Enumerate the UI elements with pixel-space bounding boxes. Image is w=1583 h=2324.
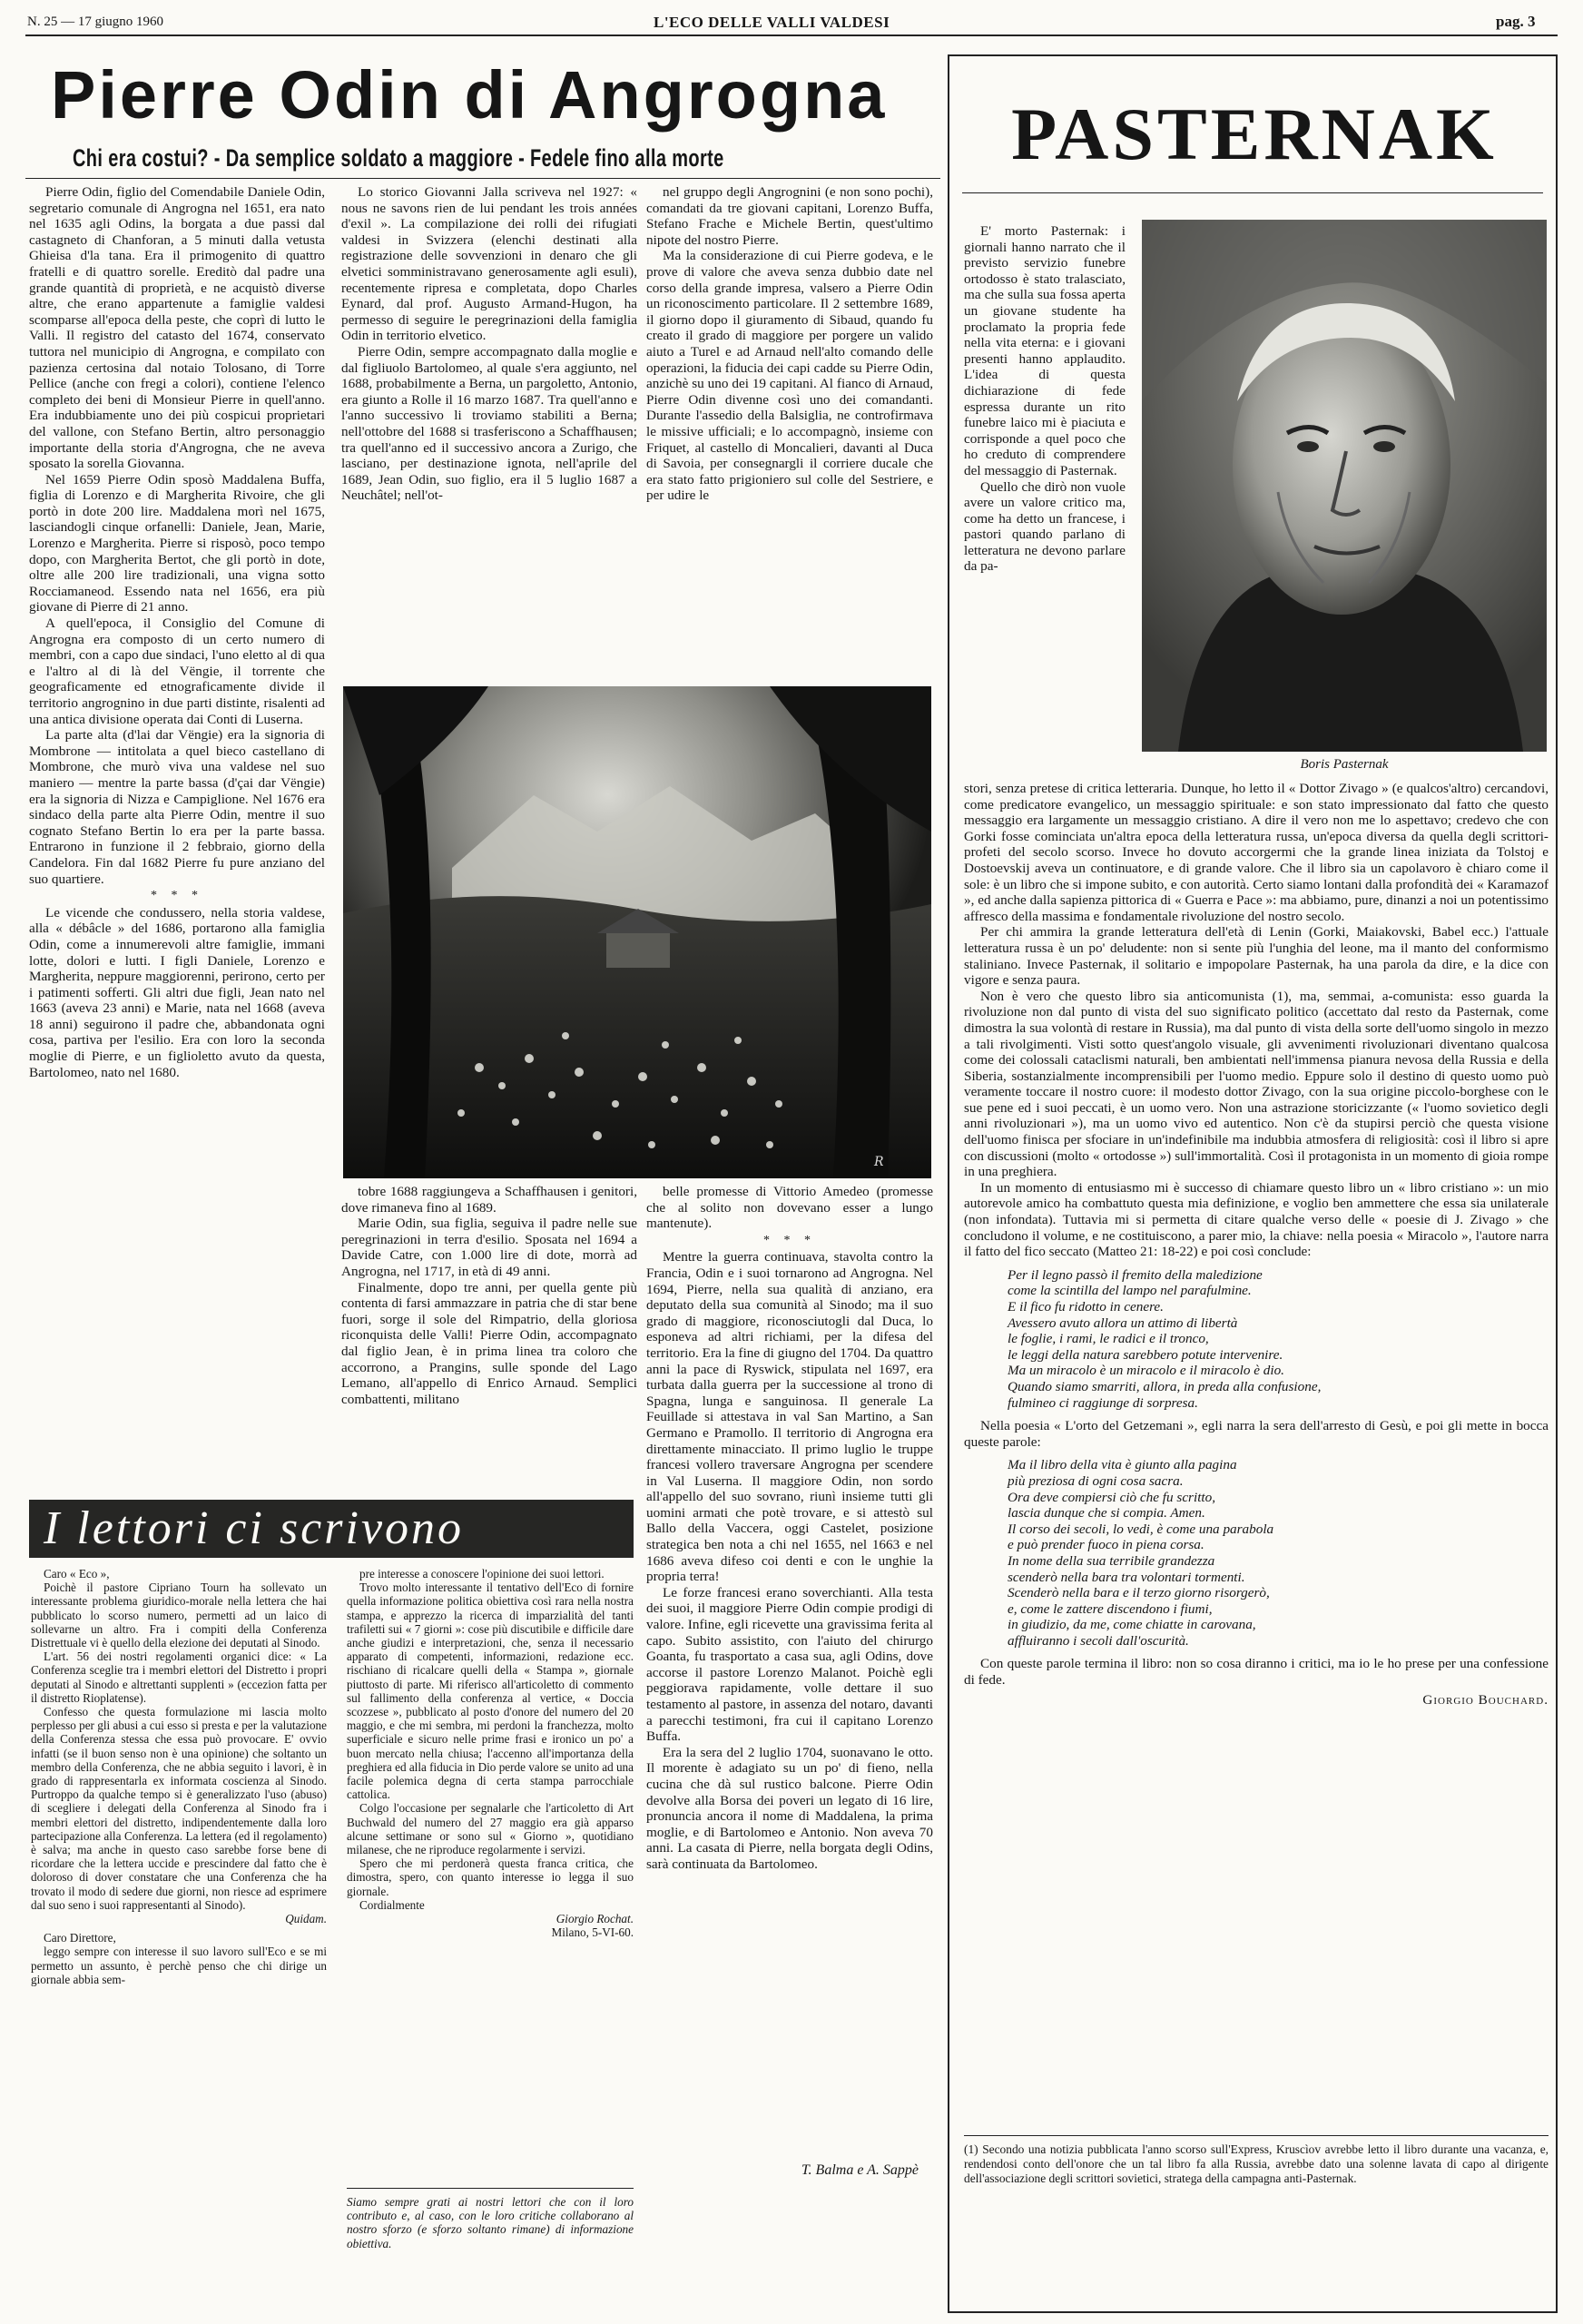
pasternak-footnote: (1) Secondo una notizia pubblicata l'anno scorso sull'Express, Kruscìov avrebbe letto il libro durante una vacanza, e, rendendosi conto dell'onore che un tal libro fa alla Russia, avrebbe dato una solenne lavata di capo al dirigente dell'associazione degli scrittori sovietici, stratega della campagna anti-Pasternak. <box>964 2142 1549 2185</box>
letter-paragraph: leggo sempre con interesse il suo lavoro sull'Eco e se mi permetto un assunto, è perchè penso che chi dirige un giornale abbia sem- <box>31 1945 327 1986</box>
poem-line: e può prender fuoco in piena corsa. <box>1008 1537 1204 1553</box>
poem-line: Ma il libro della vita è giunto alla pagina <box>1008 1457 1237 1473</box>
paragraph: Finalmente, dopo tre anni, per quella gente più contenta di farsi ammazzare in patria che di star bene fuori, sorge il sole del Rimpatrio, della gloriosa riconquista delle Valli! Pierre Odin, accompagnato dal figlio Jean, è in prima linea tra coloro che accorrono, a Prangins, sulle sponde del Lago Lemano, all'appello di Enrico Arnaud. Semplici combattenti, militano <box>341 1279 637 1407</box>
letter-paragraph: Poichè il pastore Cipriano Tourn ha sollevato un interessante problema giuridico-morale nella lettera che hai pubblicato lo scorso numero, permetti ad un laico di sollevarne un altro. Fra i compiti della Conferenza Distrettuale vi è quello della elezione dei deputati al Sinodo. <box>31 1581 327 1650</box>
photo-monogram: R <box>874 1155 884 1169</box>
poem-line: affluiranno i secoli dall'oscurità. <box>1008 1632 1189 1649</box>
pasternak-title-rule <box>962 192 1543 193</box>
paragraph: Era la sera del 2 luglio 1704, suonavano le otto. Il morente è adagiato su un po' di fieno, nella cucina che dà sul rustico balcone. Pierre Odin devolve alla Borsa dei poveri un legato di 16 lire, pronuncia ancora il nome di Maddalena, la prima moglie, e di Bartolomeo e Antonio. Non aveva 70 anni. La casata di Pierre, nella borgata degli Odins, sarà continuata da Bartolomeo. <box>646 1744 933 1872</box>
paragraph: Per chi ammira la grande letteratura dell'età di Lenin (Gorki, Maiakovski, Babel ecc.) l'attuale letteratura russa è un po' deludente: non si sente più l'unghia del leone, ma il manto del conformismo staliniano. Invece Pasternak, il solitario e impopolare Pasternak, ha una parola da dire, e la dice con vigore e senza paura. <box>964 924 1549 989</box>
masthead: L'ECO DELLE VALLI VALDESI <box>654 14 890 31</box>
paragraph: tobre 1688 raggiungeva a Schaffhausen i genitori, dove rimaneva fino al 1689. <box>341 1184 637 1216</box>
article-subtitle: Chi era costui? - Da semplice soldato a maggiore - Fedele fino alla morte <box>73 144 724 172</box>
paragraph: stori, senza pretese di critica letteraria. Dunque, ho letto il « Dottor Zivago » (e qualcos'altro) cercandovi, come predicatore evangelico, un messaggio spirituale: e son stato impressionato dal fatto che questo messaggio era largamente un messaggio cristiano. A dire il vero non me lo aspettavo; credevo che con Gorki fosse cominciata un'altra epoca della letteratura russa, un'epoca diversa da quella degli scrittori-profeti del secolo scorso. Invece ho dovuto accorgermi che la grande linea iniziata da Tolstoj e Dostoevskij aveva un continuatore, e di grande valore. Che il libro sia un capolavoro è chiaro come il sole: è un libro che si impone subito, e con autorità. Certo siamo lontani dalla profondità dei « Karamazof », ed anche dalla sapienza pittorica di « Guerra e Pace »: ma abbiamo, pure, dinanzi a noi un potentissimo affresco della massima e fondamentale rivoluzione del nostro secolo. <box>964 781 1549 924</box>
letter-paragraph: Spero che mi perdonerà questa franca critica, che dimostra, spero, con quanto interesse io legga il suo giornale. <box>347 1856 634 1898</box>
note-rule <box>347 2188 634 2189</box>
paragraph: Lo storico Giovanni Jalla scriveva nel 1927: « nous ne savons rien de lui pendant les trois années d'exil ». La compilazione dei rolli dei rifugiati valdesi in Svizzera (elenchi destinati alla registrazione delle sovvenzioni in denaro che gli elvetici somministravano generosamente agli esuli), recentemente ripresa e completata, dopo Charles Eynard, dal prof. Augusto Armand-Hugon, ha permesso di seguire le peregrinazioni della famiglia Odin in territorio elvetico. <box>341 184 637 344</box>
poem-line: Il corso dei secoli, lo vedi, è come una parabola <box>1008 1521 1274 1537</box>
lettori-column-a <box>31 1567 327 2302</box>
poem-line: Per il legno passò il fremito della maledizione <box>1008 1266 1263 1283</box>
page-number: pag. 3 <box>1496 13 1536 30</box>
poem-line: più preziosa di ogni cosa sacra. <box>1008 1472 1184 1489</box>
issue-date: N. 25 — 17 giugno 1960 <box>27 15 163 29</box>
poem-line: Ora deve compiersi ciò che fu scritto, <box>1008 1489 1216 1505</box>
poem-line: e, come le zattere discendono i fiumi, <box>1008 1600 1213 1617</box>
letter-paragraph: Trovo molto interessante il tentativo dell'Eco di fornire quella informazione politica obiettiva così rara nella nostra stampa, e apprezzo la ricerca di imparzialità del tanti trafiletti sui « 7 giorni »: cose più discutibile e difficile dare anche giudizi e interpretazioni, che, senza il necessario apparato di competenti, informazioni, redazione ecc. rischiano di ricalcare quelli della « Stampa », giornale piuttosto di parte. Mi riferisco all'articoletto di commento sul fallimento della conferenza al vertice, « Doccia scozzese », pubblicato al posto d'onore del numero del 20 maggio, e che mi sembra, mi perdoni la franchezza, molto superficiale e sicuro nelle prime frasi e ironico un po' a buon mercato nella chiusa; l'accenno all'importanza della preghiera ed alla fiducia in Dio perde valore se unito ad una facile polemica degna di certa stampa parrocchiale cattolica. <box>347 1581 634 1802</box>
paragraph: Le vicende che condussero, nella storia valdese, alla « débâcle » del 1686, portarono alla famiglia Odin, come a innumerevoli altre famiglie, immani lotte, dolori e lutti. I figli Daniele, Lorenzo e Margherita, neppure maggiorenni, perirono, certo per i patimenti sofferti. Gli altri due figli, Jean nato nel 1663 (aveva 23 anni) e Marie, nata nel 1668 (aveva 18 anni) seguirono il padre che, abbandonata ogni cosa, partiva per l'esilio. Era con loro la seconda moglie di Pierre, e un figlioletto avuto da questa, Bartolomeo, nato nel 1680. <box>29 904 325 1080</box>
paragraph: Nel 1659 Pierre Odin sposò Maddalena Buffa, figlia di Lorenzo e di Margherita Rivoire, che gli portò in dote 200 lire. Maddalena morì nel 1675, lasciandogli cinque orfanelli: Daniele, Jean, Marie, Lorenzo e Margherita. Pierre si risposò, poco tempo dopo, con Margherita Bertot, che gli portò in dote, oltre alle 200 lire tradizionali, una vigna sotto Rocciamaneod. Essendo nata nel 1656, era più giovane di Pierre di 21 anno. <box>29 471 325 615</box>
odin-column-3-top <box>646 184 933 679</box>
poem-line: In nome della sua terribile grandezza <box>1008 1552 1215 1569</box>
odin-column-3-bottom <box>646 1184 933 2157</box>
poem-line: lascia dunque che si compia. Amen. <box>1008 1505 1205 1521</box>
pasternak-signature: Giorgio Bouchard. <box>1422 1691 1549 1708</box>
poem-line: fulmineo ci raggiunge di sorpresa. <box>1008 1394 1198 1411</box>
pasternak-portrait <box>1142 220 1547 752</box>
lettori-column-b <box>347 1567 634 2175</box>
poem-getzemani <box>964 1457 1549 1649</box>
paragraph: Pierre Odin, figlio del Comendabile Daniele Odin, segretario comunale di Angrogna nel 1651, era nato nel 1635 agli Odins, la borgata a due passi dal castagneto di Chanforan, a 5 minuti dalla vetusta Ghieisa d'la tana. Era il primogenito di quattro fratelli e di quattro sorelle. Ereditò dal padre una grande quantità di proprietà, e ne acquistò diverse altre, che erano appartenute a famiglie valdesi scomparse all'epoca della peste, che coprì di lutto le Valli. Il registro del catasto del 1674, conservato tuttora nel municipio di Angrogna, e compilato con pazienza certosina dal notaio Tolosano, di Torre Pellice (anche con fregi a colori), contiene l'elenco completo dei beni di Monsieur Pierre in quell'anno. Era indubbiamente uno dei più cospicui proprietari del vallone, con Stefano Bertin, altro personaggio importante della storia d'Angrogna, che ne aveva sposato la sorella Giovanna. <box>29 184 325 472</box>
letter-place-date: Milano, 5-VI-60. <box>551 1925 634 1940</box>
section-stars: * * * <box>151 889 203 903</box>
poem-line: come la scintilla del lampo nel parafulmine. <box>1008 1283 1252 1299</box>
letter-paragraph: Caro « Eco », <box>44 1567 110 1581</box>
pasternak-body <box>964 781 1549 2124</box>
lettori-banner-title: I lettori ci scrivono <box>44 1502 465 1554</box>
paragraph: Quello che dirò non vuole avere un valore critico ma, come ha detto un francese, i pastori quando parlano di letteratura ne devono parlare da pa- <box>964 478 1126 575</box>
paragraph: Non è vero che questo libro sia anticomunista (1), ma, semmai, a-comunista: esso guarda la rivoluzione non dal punto di vista del suo significato politico (accettato dal resto da Pasternak, come dimostra la sua volontà di restare in Russia), ma dal punto di vista della sorte dell'uomo singolo in mezzo a tali rivolgimenti. Visti sotto quest'angolo visuale, gli avvenimenti rivoluzionari diventano qualcosa come dei colossali cataclismi naturali, ben ambientati nell'immensa pianura nevosa della Russia e della Siberia, sostanzialmente incomprensibili per l'uomo medio. Eppure solo il destino di questo uomo può veramente toccare il nostro cuore: il modesto dottor Zivago, con la sua origine piccolo-borghese con le sue pene ed i suoi peccati, è un uomo vero. Non una astrazione storicizzante (« l'uomo sovietico degli anni rivoluzionari »), ma un uomo vivo ed autentico. Non c'è da stupirsi perciò che questa visione dell'uomo finisca per sfociare in un'indefinibile ma indubbia atmosfera di religiosità: così il libro si apre con discussioni (molto « ortodosse ») sull'immortalità. Così il protagonista in un momento di gioia rompe in una preghiera. <box>964 988 1549 1180</box>
poem-miracolo <box>964 1267 1549 1411</box>
odin-column-2-top <box>341 184 637 679</box>
poem-line: Quando siamo smarriti, allora, in preda alla confusione, <box>1008 1378 1322 1394</box>
paragraph: Nella poesia « L'orto del Getzemani », egli narra la sera dell'arresto di Gesù, e poi gli mette in bocca queste parole: <box>964 1418 1549 1450</box>
article-title: Pierre Odin di Angrogna <box>51 57 888 133</box>
letter-paragraph: Colgo l'occasione per segnalarle che l'articoletto di Art Buchwald del numero del 27 maggio era già apparso alcune settimane or sono sul « Giorno », quotidiano milanese, che ne riproduce regolarmente i servizi. <box>347 1801 634 1857</box>
paragraph: In un momento di entusiasmo mi è successo di chiamare questo libro un « libro cristiano »: un mio autorevole amico ha combattuto questa mia definizione, e voglio ben ammettere che essa sia unilaterale (non infondata). Tuttavia mi si permetta di citare qualche verso delle « poesie di J. Zivago » che concludono il volume, e ne costituiscono, a parer mio, la chiave: nella poesia « Miracolo », l'autore narra il fatto del fico seccato (Matteo 21: 18-22) e poi così conclude: <box>964 1179 1549 1260</box>
paragraph: nel gruppo degli Angrognini (e non sono pochi), comandati da tre giovani capitani, Lorenzo Buffa, Stefano Frache e Michele Bertin, quest'ultimo nipote del nostro Pierre. <box>646 184 933 248</box>
paragraph: Pierre Odin, sempre accompagnato dalla moglie e dal figliuolo Bartolomeo, al quale s'era aggiunto, nel 1688, probabilmente a Berna, un pargoletto, Antonio, era giunto a Rolle il 16 marzo 1687. Tra quell'anno e l'anno successivo li troviamo stabiliti a Berna; nell'ottobre del 1688 si trasferiscono a Schaffhausen; tra quell'anno ed il successivo ancora a Zurigo, che lasciano, per destinazione ignota, nell'aprile del 1689, Jean Odin, suo figlio, era il 5 luglio 1687 a Neuchâtel; nell'ot- <box>341 343 637 504</box>
paragraph: belle promesse di Vittorio Amedeo (promesse che al solito non dovevano esser a lungo mantenute). <box>646 1184 933 1232</box>
letter-paragraph: L'art. 56 dei nostri regolamenti organici dice: « La Conferenza sceglie tra i membri elettori del Distretto i propri deputati al Sinodo e altrettanti supplenti » (eccezion fatta per il distretto Rioplatense). <box>31 1649 327 1705</box>
odin-column-1 <box>29 184 325 1493</box>
landscape-image <box>343 686 931 1178</box>
pasternak-title: PASTERNAK <box>1011 93 1498 175</box>
editorial-note: Siamo sempre grati ai nostri lettori che con il loro contributo e, al caso, con le loro critiche collaborano al nostro sforzo (e sforzo soltanto rimane) di informazione obiettiva. <box>347 2195 634 2250</box>
poem-line: E il fico fu ridotto in cenere. <box>1008 1299 1164 1315</box>
paragraph: Mentre la guerra continuava, stavolta contro la Francia, Odin e i suoi tornarono ad Angrogna. Nel 1694, Pierre, nella sua qualità di anziano, era deputato della sua comunità al Sinodo; ma il suo grado di maggiore, riconosciutogli dal Duca, lo esponeva ad altri richiami, per la difesa del territorio. Era la fine di giugno del 1704. Da quattro anni la pace di Ryswick, stipulata nel 1697, era turbata dalla guerra per la successione al trono di Spagna, lunga e sanguinosa. Il generale La Feuillade si attestava in val San Martino, a San Germano e Pramollo. Il territorio di Angrogna era direttamente minacciato. Il primo luglio le truppe francesi vollero traversare Angrogna per scendere in Val Luserna. Il maggiore Odin, non sordo all'appello del suo sovrano, riunì insieme tutti gli uomini armati che potè trovare, e si attestò sul Ballo della Vaccera, oggi Castelet, posizione strategica ben nota a chi nel 1655, nel 1663 e nel 1686 aveva difeso coi denti e con le unghie la propria terra! <box>646 1249 933 1585</box>
letter-paragraph: Caro Direttore, <box>44 1931 116 1945</box>
letter-paragraph: pre interesse a conoscere l'opinione dei suoi lettori. <box>359 1567 605 1581</box>
paragraph: Le forze francesi erano soverchianti. Alla testa dei suoi, il maggiore Pierre Odin compie prodigi di valore. Infine, egli ricevette una gravissima ferita al capo. Subito assistito, con l'aiuto del chirurgo Goanta, fu trasportato a casa sua, agli Odins, dove accorse il pastore Lorenzo Malanot. Poichè egli peggiorava rapidamente, volle dettare il suo testamento al pastore, in assenza del notaro, davanti a parecchi testimoni, fra cui il capitano Lorenzo Buffa. <box>646 1584 933 1745</box>
portrait-caption: Boris Pasternak <box>1300 757 1389 772</box>
poem-line: Avessero avuto allora un attimo di libertà <box>1008 1315 1238 1331</box>
poem-line: Scenderò nella bara e il terzo giorno risorgerò, <box>1008 1585 1270 1601</box>
poem-line: in giudizio, da me, come chiatte in carovana, <box>1008 1617 1256 1633</box>
poem-line: Ma un miracolo è un miracolo e il miracolo è dio. <box>1008 1363 1284 1379</box>
poem-line: scenderò nella bara tra volontari tormenti. <box>1008 1569 1245 1585</box>
odin-column-2-bottom <box>341 1184 637 1492</box>
odin-signature: T. Balma e A. Sappè <box>801 2162 919 2178</box>
paragraph: Ma la considerazione di cui Pierre godeva, e le prove di valore che aveva senza dubbio date nel corso della grande impresa, valsero a Pierre Odin un riconoscimento particolare. Il 2 settembre 1689, il giorno dopo il giuramento di Sibaud, quando fu creato il grado di maggiore per porgere un valido aiuto a Turel e ad Arnaud nell'alto comando delle operazioni, la fiducia dei capi cadde su Pierre Odin, anzichè su uno dei 19 capitani. Al fianco di Arnaud, Pierre Odin divenne così uno dei comandanti. Durante l'assedio della Balsiglia, ne controfirmava le missive ufficiali; e lo accompagnò, insieme con Friquet, al castello di Moncalieri, davanti al Duca di Savoia, per consegnargli il corriere ducale che era stato fatto prigioniero sul colle del Sestriere, e per udire le <box>646 248 933 504</box>
paragraph: Con queste parole termina il libro: non so cosa diranno i critici, ma io le ho prese per una confessione di fede. <box>964 1656 1549 1689</box>
letter-closing: Cordialmente <box>359 1897 425 1912</box>
letter-signature: Quidam. <box>285 1912 327 1926</box>
subtitle-rule <box>25 178 940 179</box>
lettori-banner <box>29 1500 634 1558</box>
header-rule <box>25 34 1558 36</box>
pasternak-intro <box>964 223 1126 786</box>
poem-line: le foglie, i rami, le radici e il tronco, <box>1008 1331 1209 1347</box>
footnote-rule <box>964 2135 1549 2136</box>
poem-line: le leggi della natura sarebbero potute intervenire. <box>1008 1346 1283 1363</box>
letter-signature: Giorgio Rochat. <box>556 1912 634 1926</box>
section-stars: * * * <box>763 1233 816 1247</box>
paragraph: La parte alta (d'lai dar Vëngie) era la signoria di Mombrone — intitolata a quel bieco castellano di Mombrone, che murò viva una valdese nel suo maniero — mentre la parte bassa (d'çai dar Vëngie) era la signoria di Nizza e Campiglione. Nel 1676 era sindaco della parte alta Pierre Odin, mentre il suo cognato Stefano Bertin lo era per la parte bassa. Entrarono in funzione il 2 febbraio, giorno della Candelora. Fin dal 1682 Pierre fu pure anziano del suo quartiere. <box>29 727 325 887</box>
portrait-image <box>1142 220 1547 752</box>
landscape-photo <box>343 686 931 1178</box>
paragraph: Marie Odin, sua figlia, seguiva il padre nelle sue peregrinazioni in terra d'esilio. Sposata nel 1694 a Davide Catre, con 1.000 lire di dote, morrà ad Angrogna, nel 1717, in età di 49 anni. <box>341 1216 637 1279</box>
letter-paragraph: Confesso che questa formulazione mi lascia molto perplesso per gli abusi a cui esso si presta e per la valutazione della Conferenza stessa che essa può provocare. E' ovvio infatti (se il buon senso non è una opinione) che soltanto un membro della Conferenza, che ne abbia seguito i lavori, è in grado di rappresentarla ex informata coscienza al Sinodo. Purtroppo da qualche tempo si è generalizzato l'uso (abuso) di scegliere i delegati della Conferenza al Sinodo fra i membri elettori del distretto, indipendentemente dalla loro partecipazione alla Conferenza. La lettera (ed il regolamento) è salva; ma anche in questo caso sarebbe forse bene di ricordare che la lettera uccide e prescindere dal fatto che è doloroso di dover constatare che una Conferenza che ha trovato il modo di sedere due giorni, non riesce ad esprimere dal suo seno i suoi rappresentanti al Sinodo). <box>31 1705 327 1912</box>
paragraph: A quell'epoca, il Consiglio del Comune di Angrogna era composto di un certo numero di membri, con a capo due sindaci, l'uno eletto al di qua e l'altro al di là del Vëngie, il torrente che geograficamente ed etnograficamente divide il territorio angrognino in due parti distinte, risalenti ad una antica divisione operata dai Conti di Luserna. <box>29 615 325 727</box>
paragraph: E' morto Pasternak: i giornali hanno narrato che il previsto servizio funebre ortodosso è stato tralasciato, ma che sulla sua fossa aperta un giovane studente ha proclamato la propria fede nella vita eterna: e i giovani presenti hanno applaudito. L'idea di questa dichiarazione di fede espressa durante un rito funebre laico mi è piaciuta e corrisponde a quel poco che ho creduto di comprendere del messaggio di Pasternak. <box>964 223 1126 478</box>
